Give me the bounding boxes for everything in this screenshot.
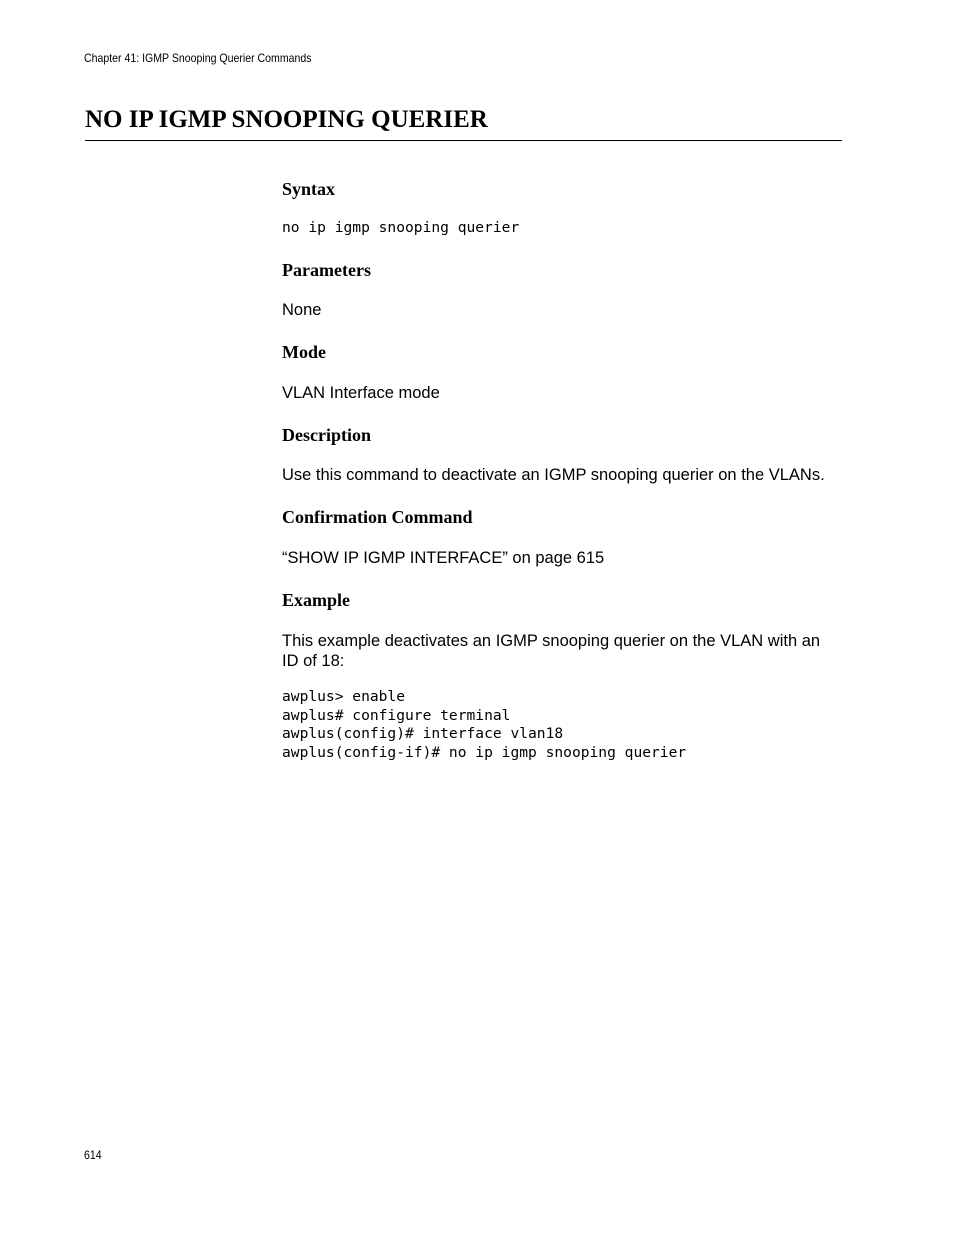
mode-text: VLAN Interface mode xyxy=(282,384,440,402)
example-text-line-1: This example deactivates an IGMP snooping querier on the VLAN with an xyxy=(282,632,821,650)
description-text: Use this command to deactivate an IGMP snooping querier on the VLANs. xyxy=(282,466,825,484)
mode-heading: Mode xyxy=(282,342,326,362)
chapter-header: Chapter 41: IGMP Snooping Querier Commands xyxy=(84,51,312,65)
page-number: 614 xyxy=(84,1148,102,1162)
title-divider xyxy=(85,140,842,141)
syntax-code: no ip igmp snooping querier xyxy=(282,219,520,236)
parameters-text: None xyxy=(282,301,322,319)
example-text-line-2: ID of 18: xyxy=(282,652,345,670)
example-heading: Example xyxy=(282,590,351,610)
example-code-line: awplus> enable xyxy=(282,688,406,705)
example-code-line: awplus(config)# interface vlan18 xyxy=(282,725,564,742)
confirmation-link[interactable]: “SHOW IP IGMP INTERFACE” on page 615 xyxy=(282,549,605,567)
syntax-heading: Syntax xyxy=(282,179,336,199)
parameters-heading: Parameters xyxy=(282,260,371,280)
confirmation-heading: Confirmation Command xyxy=(282,507,473,527)
example-code-line: awplus(config-if)# no ip igmp snooping querier xyxy=(282,744,687,761)
description-heading: Description xyxy=(282,425,371,445)
page-title: NO IP IGMP SNOOPING QUERIER xyxy=(85,106,488,133)
example-code-line: awplus# configure terminal xyxy=(282,707,511,724)
